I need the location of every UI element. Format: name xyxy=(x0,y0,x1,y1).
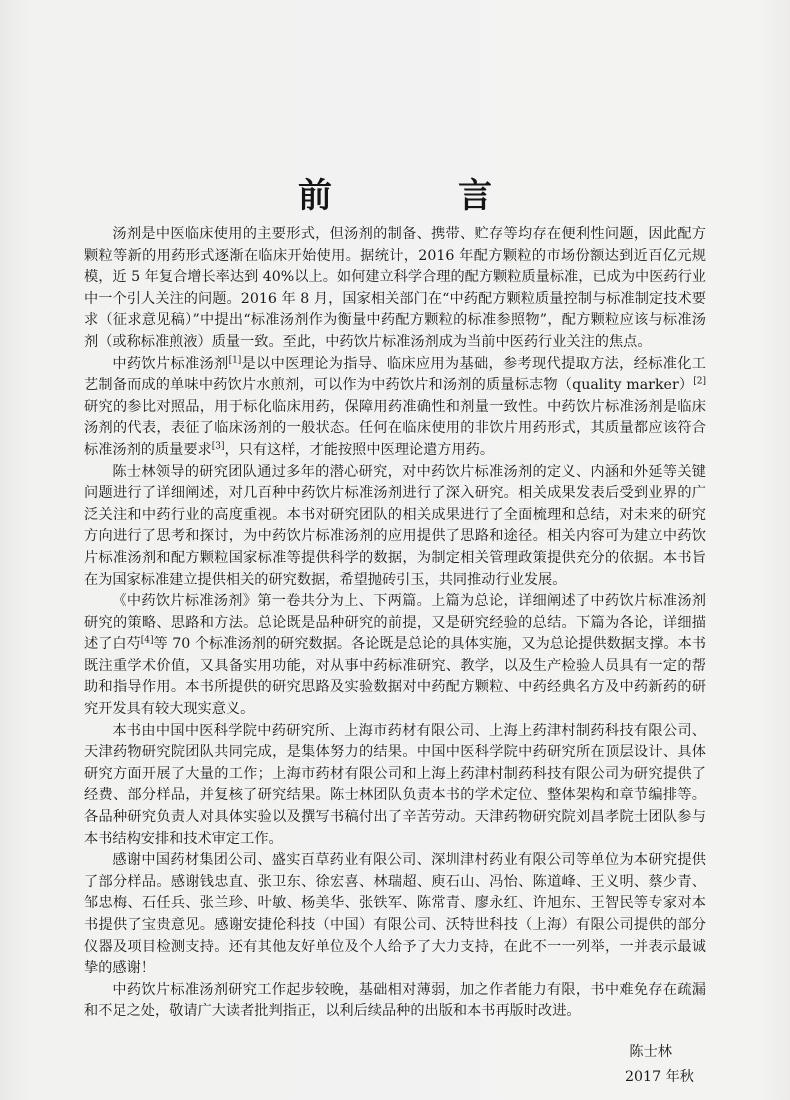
signature-date: 2017 年秋 xyxy=(625,1069,694,1085)
citation-1: [1] xyxy=(228,354,242,365)
paragraph-7: 中药饮片标准汤剂研究工作起步较晚，基础相对薄弱，加之作者能力有限，书中难免存在疏漏和不足之处，敬请广大读者批判指正，以利后续品种的出版和本书再版时改进。 xyxy=(84,981,706,1020)
paragraph-4: 《中药饮片标准汤剂》第一卷共分为上、下两篇。上篇为总论，详细阐述了中药饮片标准汤剂研究的策略、思路和方法。总论既是品种研究的前提，又是研究经验的总结。下篇为各论，详细描述了白芍[4]等 70 个标准汤剂的研究数据。各论既是总论的具体实施，又为总论提供数据支撑。本书既注重学术价值，又具备实用功能，对从事中药标准研究、教学，以及生产检验人员具有一定的帮助和指导作用。本书所提供的研究思路及实验数据对中药配方颗粒、中药经典名方及中药新药的研究开发具有较大现实意义。 xyxy=(84,593,706,718)
preface-body xyxy=(84,224,706,1023)
paragraph-2: 中药饮片标准汤剂[1]是以中医理论为指导、临床应用为基础，参考现代提取方法，经标准化工艺制备而成的单味中药饮片水煎剂，可以作为中药饮片和汤剂的质量标志物（quality marker）[2]研究的参比对照品，用于标化临床用药，保障用药准确性和剂量一致性。中药饮片标准汤剂是临床汤剂的代表，表征了临床汤剂的一般状态。任何在临床使用的非饮片用药形式，其质量都应该符合标准汤剂的质量要求[3]，只有这样，才能按照中医理论遣方用药。 xyxy=(84,354,706,458)
citation-4: [4] xyxy=(140,635,154,646)
paragraph-5: 本书由中国中医科学院中药研究所、上海市药材有限公司、上海上药津村制药科技有限公司、天津药物研究院团队共同完成，是集体努力的结果。中国中医科学院中药研究所在顶层设计、具体研究方面开展了大量的工作；上海市药材有限公司和上海上药津村制药科技有限公司为研究提供了经费、部分样品，并复核了研究结果。陈士林团队负责本书的学术定位、整体架构和章节编排等。各品种研究负责人对具体实验以及撰写书稿付出了辛苦劳动。天津药物研究院刘昌孝院士团队参与本书结构安排和技术审定工作。 xyxy=(84,722,706,847)
page-title: 前 言 xyxy=(298,176,538,216)
citation-3: [3] xyxy=(211,441,225,452)
citation-2: [2] xyxy=(693,376,706,387)
paragraph-3: 陈士林领导的研究团队通过多年的潜心研究，对中药饮片标准汤剂的定义、内涵和外延等关键问题进行了详细阐述，对几百种中药饮片标准汤剂进行了深入研究。相关成果发表后受到业界的广泛关注和中药行业的高度重视。本书对研究团队的相关成果进行了全面梳理和总结，对未来的研究方向进行了思考和探讨，为中药饮片标准汤剂的应用提供了思路和途径。相关内容可为建立中药饮片标准汤剂和配方颗粒国家标准等提供科学的数据，为制定相关管理政策提供充分的依据。本书旨在为国家标准建立提供相关的研究数据，希望抛砖引玉，共同推动行业发展。 xyxy=(84,463,706,588)
paragraph-1: 汤剂是中医临床使用的主要形式，但汤剂的制备、携带、贮存等均存在便利性问题，因此配方颗粒等新的用药形式逐渐在临床开始使用。据统计，2016 年配方颗粒的市场份额达到近百亿元规模，近 5 年复合增长率达到 40%以上。如何建立科学合理的配方颗粒质量标准，已成为中医药行业中一个引人关注的问题。2016 年 8 月，国家相关部门在“中药配方颗粒质量控制与标准制定技术要求（征求意见稿）”中提出“标准汤剂作为衡量中药配方颗粒的标准参照物”，配方颗粒应该与标准汤剂（或称标准煎液）质量一致。至此，中药饮片标准汤剂成为当前中医药行业关注的焦点。 xyxy=(84,226,706,350)
signature-author: 陈士林 xyxy=(629,1044,672,1060)
paragraph-6: 感谢中国药材集团公司、盛实百草药业有限公司、深圳津村药业有限公司等单位为本研究提供了部分样品。感谢钱忠直、张卫东、徐宏喜、林瑞超、庾石山、冯怡、陈道峰、王义明、蔡少青、邹忠梅、石任兵、张兰珍、叶敏、杨美华、张铁军、陈常青、廖永红、许旭东、王智民等专家对本书提供了宝贵意见。感谢安捷伦科技（中国）有限公司、沃特世科技（上海）有限公司提供的部分仪器及项目检测支持。还有其他友好单位及个人给予了大力支持，在此不一一列举，一并表示最诚挚的感谢！ xyxy=(84,852,706,977)
